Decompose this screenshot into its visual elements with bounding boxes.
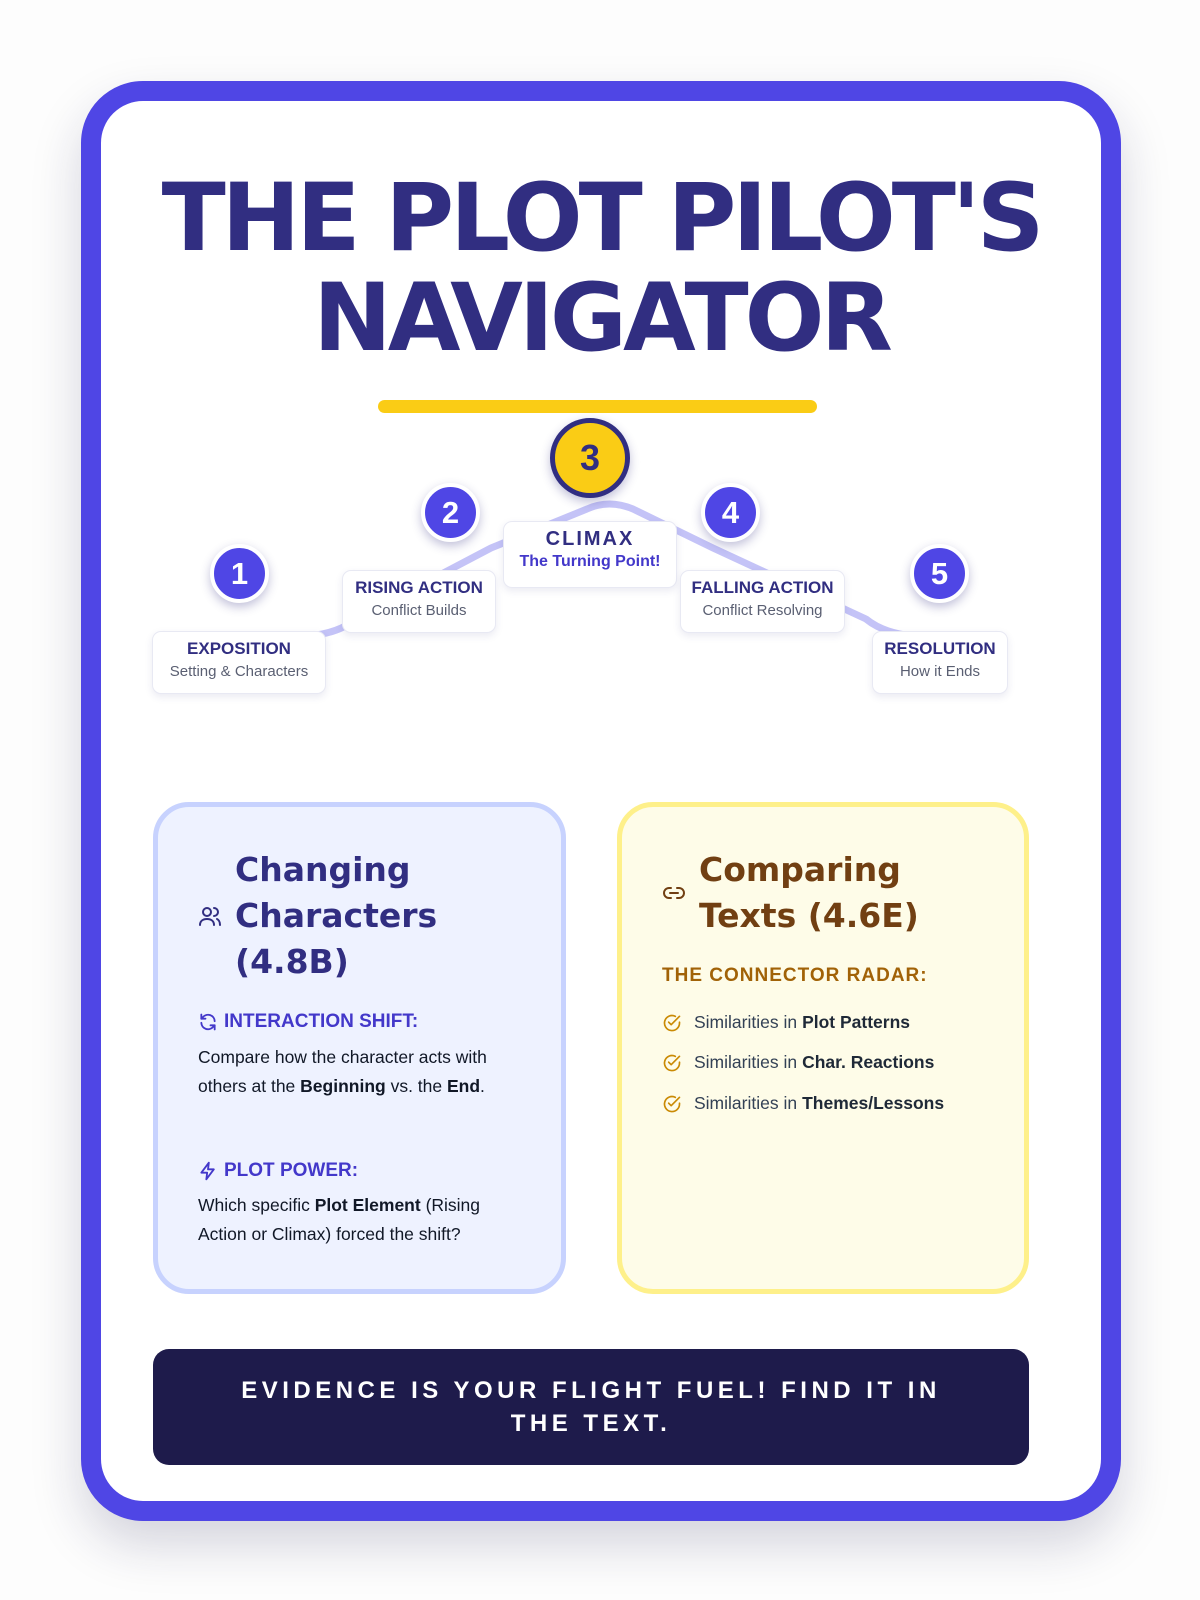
changing-characters-panel [153, 802, 566, 1294]
check-circle-icon [662, 1094, 682, 1114]
text-bold-part: Plot Element [314, 1195, 421, 1215]
stage-subtitle: How it Ends [899, 663, 981, 680]
list-item [662, 1052, 934, 1073]
plot-power-text [198, 1191, 528, 1249]
text-part: Compare how the character acts with others at the [198, 1047, 487, 1096]
item-bold: Plot Patterns [802, 1012, 911, 1032]
stage-name: FALLING ACTION [691, 578, 834, 597]
page-title [101, 164, 1101, 373]
text-part: . [480, 1076, 485, 1096]
stage-resolution [872, 631, 1008, 694]
stage-name: CLIMAX [545, 528, 635, 550]
item-bold: Char. Reactions [802, 1052, 935, 1072]
connector-radar-heading: THE CONNECTOR RADAR: [662, 965, 928, 986]
stage-rising-action [342, 570, 496, 633]
stage-name: RISING ACTION [355, 578, 483, 597]
item-prefix: Similarities in [694, 1012, 798, 1032]
refresh-icon [198, 1012, 218, 1032]
text-bold-part: Beginning [300, 1076, 386, 1096]
section-heading-text: PLOT POWER: [224, 1160, 359, 1181]
stage-4-bubble: 4 [701, 483, 760, 542]
stage-3-bubble: 3 [550, 418, 630, 498]
stage-name: RESOLUTION [884, 639, 996, 658]
check-circle-icon [662, 1013, 682, 1033]
users-icon [198, 904, 222, 928]
stage-subtitle: Setting & Characters [169, 663, 309, 680]
comparing-texts-panel [617, 802, 1029, 1294]
banner-text: EVIDENCE IS YOUR FLIGHT FUEL! FIND IT IN THE TEXT. [241, 1377, 941, 1437]
panel-header [198, 847, 465, 985]
text-part: Which specific [198, 1195, 315, 1215]
stage-1-bubble: 1 [210, 544, 269, 603]
stage-name: EXPOSITION [187, 639, 291, 658]
stage-subtitle: Conflict Resolving [702, 602, 823, 619]
section-heading-text: INTERACTION SHIFT: [224, 1011, 419, 1032]
stage-subtitle: Conflict Builds [371, 602, 467, 619]
item-prefix: Similarities in [694, 1052, 798, 1072]
evidence-banner [153, 1349, 1029, 1465]
interaction-shift-heading [198, 1011, 418, 1033]
item-prefix: Similarities in [694, 1093, 798, 1113]
title-line-1: THE PLOT PILOT'S [161, 164, 1041, 273]
navigator-card [81, 81, 1121, 1521]
list-item [662, 1093, 944, 1114]
panel-title: Comparing Texts (4.6E) [699, 850, 919, 935]
stage-climax [503, 521, 677, 588]
stage-subtitle: The Turning Point! [519, 553, 661, 570]
title-line-2: NAVIGATOR [313, 264, 889, 373]
text-bold-part: End [446, 1076, 481, 1096]
stage-2-bubble: 2 [421, 483, 480, 542]
stage-falling-action [680, 570, 845, 633]
list-item [662, 1012, 910, 1033]
item-bold: Themes/Lessons [802, 1093, 945, 1113]
title-underline [378, 400, 817, 413]
panel-header [662, 847, 959, 939]
text-part: (Rising Action or Climax) forced the shift? [198, 1195, 481, 1244]
text-part: vs. the [385, 1076, 447, 1096]
lightning-icon [198, 1161, 218, 1181]
interaction-shift-text [198, 1043, 528, 1101]
plot-power-heading [198, 1160, 358, 1182]
stage-5-bubble: 5 [910, 544, 969, 603]
link-icon [662, 881, 686, 905]
check-circle-icon [662, 1053, 682, 1073]
panel-title: Changing Characters (4.8B) [235, 850, 438, 981]
stage-exposition [152, 631, 326, 694]
